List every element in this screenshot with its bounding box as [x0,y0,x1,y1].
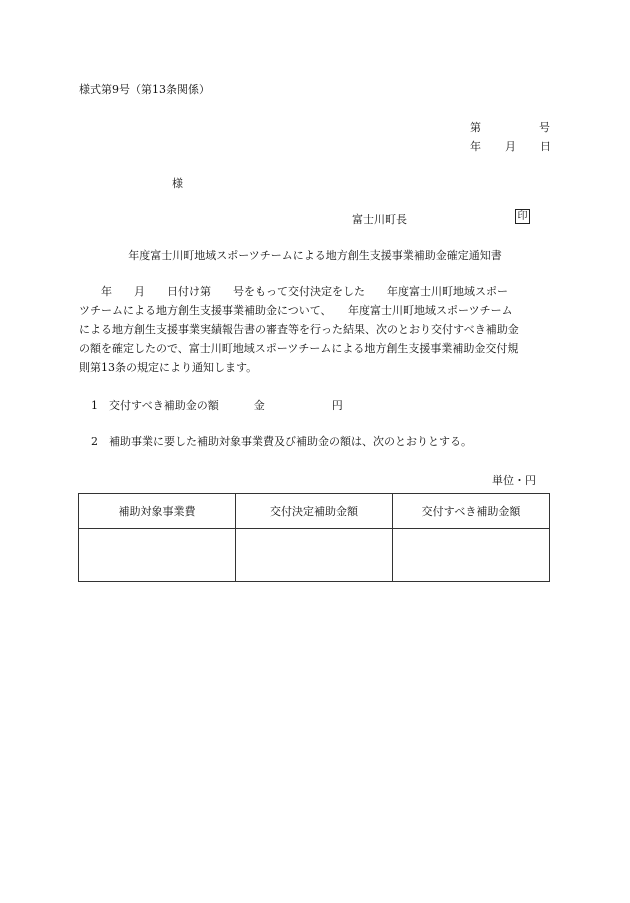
doc-number-suffix: 号 [539,121,550,134]
header-final-amount: 交付すべき補助金額 [393,494,550,529]
item-2-text: 2 補助事業に要した補助対象事業費及び補助金の額は、次のとおりとする。 [91,435,472,448]
header-decided-amount: 交付決定補助金額 [236,494,393,529]
document-title: 年度富士川町地域スポーツチームによる地方創生支援事業補助金確定通知書 [128,249,502,262]
issuer-name: 富士川町長 [352,213,407,226]
item-1-currency: 金 [253,399,265,412]
body-paragraph [79,282,550,377]
document-number [470,119,550,135]
item-1-unit: 円 [331,399,343,412]
body-line: ツチームによる地方創生支援事業補助金について、 年度富士川町地域スポーツチーム [79,304,513,317]
unit-note: 単位・円 [492,474,536,487]
date-day: 日 [540,140,551,153]
body-line: 年 月 日付け第 号をもって交付決定をした 年度富士川町地域スポー [79,285,508,298]
table-row [79,529,550,582]
addressee: 様 [172,177,183,190]
cell-decided-amount [236,529,393,582]
table-header-row [79,494,550,529]
doc-number-prefix: 第 [470,121,481,134]
cell-eligible-cost [79,529,236,582]
body-line: の額を確定したので、富士川町地域スポーツチームによる地方創生支援事業補助金交付規 [79,342,519,355]
date-month: 月 [505,140,516,153]
header-eligible-cost: 補助対象事業費 [79,494,236,529]
body-line: 則第13条の規定により通知します。 [79,361,258,374]
item-1-grant-amount [91,397,343,413]
cell-final-amount [393,529,550,582]
issue-date [470,138,551,154]
amounts-table [78,493,550,582]
seal-mark: 印 [515,209,530,224]
date-year: 年 [470,140,481,153]
body-line: による地方創生支援事業実績報告書の審査等を行った結果、次のとおり交付すべき補助金 [79,323,519,336]
item-1-label: 1 交付すべき補助金の額 [91,399,219,412]
form-number: 様式第9号（第13条関係） [79,83,210,96]
